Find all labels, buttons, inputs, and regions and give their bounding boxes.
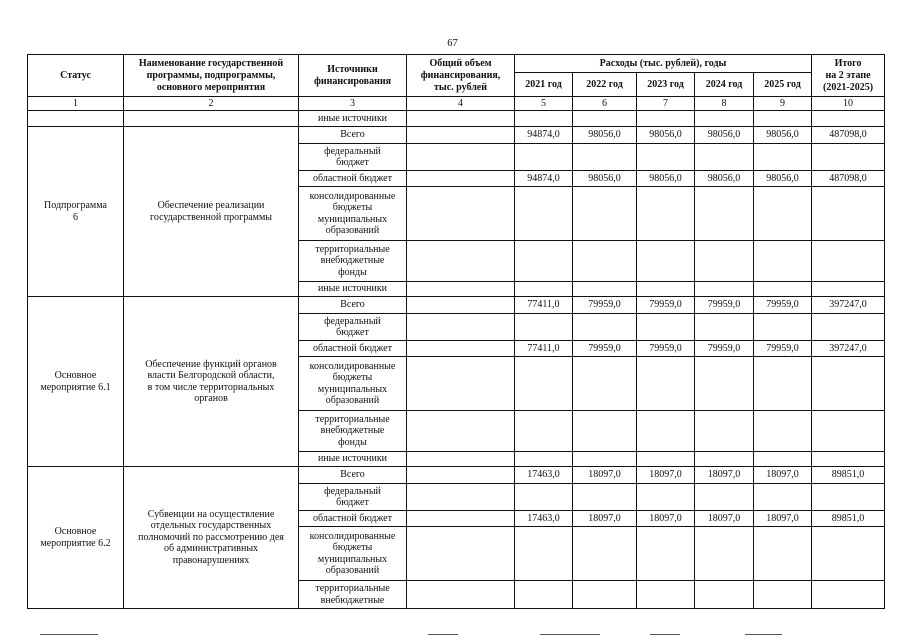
year-2021-cell [515,241,573,282]
column-number: 5 [515,97,573,111]
stage-total-cell [812,581,885,609]
year-2021-cell: 94874,0 [515,127,573,144]
total-volume-cell [407,111,515,127]
header-year-2022: 2022 год [573,73,637,97]
year-2023-cell: 98056,0 [637,127,695,144]
source-cell: федеральный бюджет [299,144,407,171]
column-number: 3 [299,97,407,111]
stage-total-cell [812,527,885,581]
header-name: Наименование государственной программы, подпрограммы, основного мероприятия [124,55,299,97]
source-cell: областной бюджет [299,171,407,187]
column-number: 10 [812,97,885,111]
year-2021-cell [515,452,573,467]
year-2024-cell: 98056,0 [695,171,754,187]
year-2024-cell [695,527,754,581]
year-2024-cell [695,241,754,282]
block-name [124,111,299,127]
year-2025-cell [754,581,812,609]
table-row [28,111,885,127]
year-2023-cell: 18097,0 [637,467,695,484]
year-2024-cell: 79959,0 [695,297,754,314]
year-2022-cell [573,314,637,341]
source-cell: территориальные внебюджетные [299,581,407,609]
stage-total-cell [812,111,885,127]
source-cell: территориальные внебюджетные фонды [299,411,407,452]
table-row [28,467,885,484]
block-status [28,111,124,127]
stage-total-cell [812,484,885,511]
source-cell: федеральный бюджет [299,484,407,511]
year-2025-cell [754,357,812,411]
year-2022-cell [573,241,637,282]
source-cell: областной бюджет [299,511,407,527]
scan-edge-line [540,634,600,635]
year-2025-cell [754,527,812,581]
source-cell: иные источники [299,282,407,297]
year-2023-cell [637,241,695,282]
table-row [28,127,885,144]
source-cell: консолидированные бюджеты муниципальных образований [299,527,407,581]
header-stage-total: Итого на 2 этапе (2021-2025) [812,55,885,97]
year-2025-cell [754,282,812,297]
year-2022-cell: 98056,0 [573,127,637,144]
year-2025-cell: 18097,0 [754,511,812,527]
year-2021-cell [515,411,573,452]
year-2022-cell [573,282,637,297]
column-number: 6 [573,97,637,111]
stage-total-cell [812,411,885,452]
year-2025-cell [754,314,812,341]
year-2022-cell [573,527,637,581]
source-cell: федеральный бюджет [299,314,407,341]
year-2023-cell [637,411,695,452]
stage-total-cell [812,241,885,282]
total-volume-cell [407,282,515,297]
year-2024-cell [695,581,754,609]
year-2021-cell [515,484,573,511]
total-volume-cell [407,357,515,411]
year-2022-cell [573,111,637,127]
year-2024-cell [695,314,754,341]
year-2024-cell [695,452,754,467]
year-2022-cell: 18097,0 [573,467,637,484]
year-2025-cell: 79959,0 [754,297,812,314]
total-volume-cell [407,297,515,314]
year-2022-cell [573,144,637,171]
header-sources: Источники финансирования [299,55,407,97]
year-2022-cell: 98056,0 [573,171,637,187]
year-2022-cell [573,452,637,467]
year-2024-cell [695,357,754,411]
year-2023-cell [637,111,695,127]
total-volume-cell [407,341,515,357]
year-2025-cell [754,452,812,467]
column-numbers-row [28,97,885,111]
block-status: Подпрограмма 6 [28,127,124,297]
source-cell: территориальные внебюджетные фонды [299,241,407,282]
total-volume-cell [407,127,515,144]
year-2023-cell [637,484,695,511]
header-row [28,55,885,73]
total-volume-cell [407,581,515,609]
column-number: 9 [754,97,812,111]
year-2024-cell [695,484,754,511]
year-2023-cell [637,282,695,297]
total-volume-cell [407,484,515,511]
total-volume-cell [407,187,515,241]
year-2023-cell: 79959,0 [637,297,695,314]
total-volume-cell [407,467,515,484]
year-2025-cell: 79959,0 [754,341,812,357]
year-2024-cell [695,282,754,297]
year-2025-cell: 18097,0 [754,467,812,484]
year-2025-cell [754,111,812,127]
stage-total-cell [812,314,885,341]
year-2021-cell [515,527,573,581]
year-2021-cell: 17463,0 [515,511,573,527]
year-2024-cell [695,411,754,452]
year-2021-cell [515,144,573,171]
year-2021-cell [515,357,573,411]
source-cell: консолидированные бюджеты муниципальных образований [299,187,407,241]
year-2021-cell [515,111,573,127]
year-2022-cell [573,187,637,241]
year-2022-cell: 79959,0 [573,297,637,314]
year-2024-cell: 79959,0 [695,341,754,357]
year-2024-cell [695,111,754,127]
year-2023-cell [637,187,695,241]
column-number: 2 [124,97,299,111]
stage-total-cell [812,452,885,467]
year-2021-cell [515,282,573,297]
column-number: 1 [28,97,124,111]
scan-edge-line [428,634,458,635]
year-2022-cell [573,411,637,452]
year-2025-cell [754,187,812,241]
scan-edge-line [40,634,98,635]
year-2021-cell [515,187,573,241]
year-2025-cell [754,411,812,452]
source-cell: иные источники [299,111,407,127]
year-2022-cell: 79959,0 [573,341,637,357]
total-volume-cell [407,241,515,282]
year-2023-cell: 98056,0 [637,171,695,187]
scan-edge-line [745,634,782,635]
year-2025-cell: 98056,0 [754,171,812,187]
year-2023-cell [637,581,695,609]
year-2024-cell: 98056,0 [695,127,754,144]
year-2022-cell [573,357,637,411]
stage-total-cell [812,187,885,241]
year-2024-cell [695,144,754,171]
budget-table [27,54,885,609]
source-cell: Всего [299,127,407,144]
header-expenses: Расходы (тыс. рублей), годы [515,55,812,73]
total-volume-cell [407,452,515,467]
column-number: 7 [637,97,695,111]
header-total-volume: Общий объем финансирования, тыс. рублей [407,55,515,97]
block-status: Основное мероприятие 6.1 [28,297,124,467]
source-cell: иные источники [299,452,407,467]
stage-total-cell [812,282,885,297]
year-2023-cell [637,357,695,411]
page-number: 67 [447,38,458,49]
year-2025-cell [754,484,812,511]
header-year-2025: 2025 год [754,73,812,97]
year-2022-cell [573,581,637,609]
total-volume-cell [407,171,515,187]
block-name: Субвенции на осуществление отдельных государственных полномочий по рассмотрению дея об административных правонарушениях [124,467,299,609]
block-status: Основное мероприятие 6.2 [28,467,124,609]
table-row [28,297,885,314]
total-volume-cell [407,527,515,581]
year-2021-cell: 17463,0 [515,467,573,484]
source-cell: консолидированные бюджеты муниципальных образований [299,357,407,411]
year-2023-cell: 18097,0 [637,511,695,527]
year-2024-cell: 18097,0 [695,511,754,527]
header-year-2023: 2023 год [637,73,695,97]
column-number: 8 [695,97,754,111]
block-name: Обеспечение функций органов власти Белгородской области, в том числе территориальных органов [124,297,299,467]
year-2022-cell: 18097,0 [573,511,637,527]
header-status: Статус [28,55,124,97]
stage-total-cell: 89851,0 [812,467,885,484]
year-2022-cell [573,484,637,511]
year-2021-cell: 77411,0 [515,341,573,357]
year-2021-cell: 77411,0 [515,297,573,314]
stage-total-cell: 397247,0 [812,341,885,357]
block-name: Обеспечение реализации государственной программы [124,127,299,297]
stage-total-cell: 487098,0 [812,171,885,187]
total-volume-cell [407,144,515,171]
year-2024-cell [695,187,754,241]
table-body [28,111,885,609]
stage-total-cell [812,357,885,411]
header-year-2021: 2021 год [515,73,573,97]
source-cell: областной бюджет [299,341,407,357]
column-number: 4 [407,97,515,111]
year-2024-cell: 18097,0 [695,467,754,484]
year-2021-cell [515,314,573,341]
year-2023-cell: 79959,0 [637,341,695,357]
stage-total-cell: 89851,0 [812,511,885,527]
source-cell: Всего [299,467,407,484]
stage-total-cell: 397247,0 [812,297,885,314]
year-2023-cell [637,144,695,171]
source-cell: Всего [299,297,407,314]
year-2021-cell [515,581,573,609]
year-2025-cell: 98056,0 [754,127,812,144]
total-volume-cell [407,411,515,452]
stage-total-cell [812,144,885,171]
total-volume-cell [407,314,515,341]
stage-total-cell: 487098,0 [812,127,885,144]
header-year-2024: 2024 год [695,73,754,97]
total-volume-cell [407,511,515,527]
table-header [28,55,885,111]
year-2025-cell [754,241,812,282]
year-2023-cell [637,527,695,581]
year-2023-cell [637,314,695,341]
scan-edge-line [650,634,680,635]
year-2021-cell: 94874,0 [515,171,573,187]
year-2025-cell [754,144,812,171]
year-2023-cell [637,452,695,467]
